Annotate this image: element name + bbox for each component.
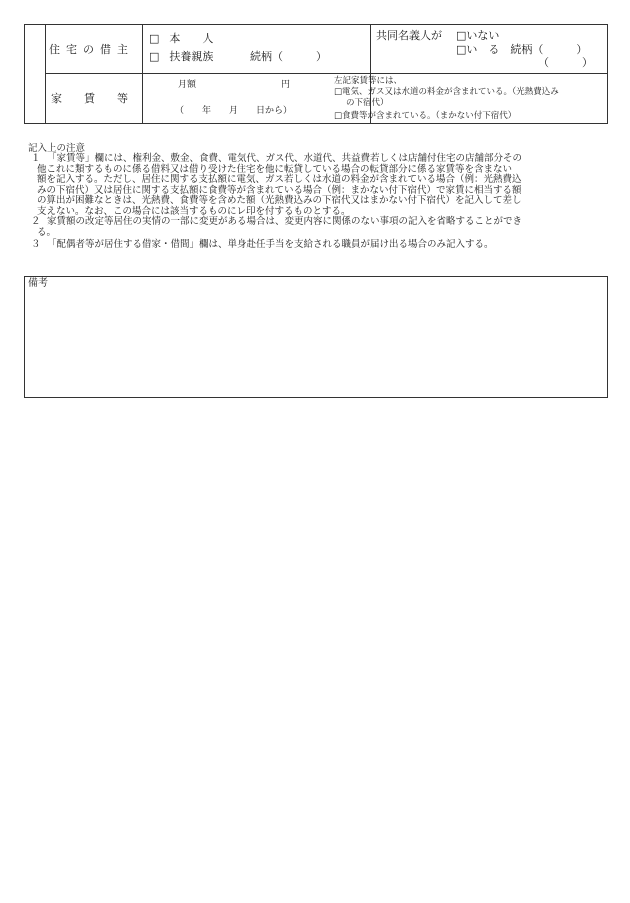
note-1-line: の算出が困難なときは、光熱費、食費等を含めた額（光熱費込みの下宿代又はまかない付下宿代）を記入して差し — [37, 195, 522, 206]
dependent-label: 扶養親族 — [169, 50, 214, 63]
note-1-line: 支えない。なお、この場合には該当するものにレ印を付するものとする。 — [37, 205, 351, 217]
note-1-line: 「家賃等」欄には、権利金、敷金、食費、電気代、ガス代、水道代、共益費若しくは店舗付住宅の店舗部分その — [47, 153, 523, 164]
remarks-box[interactable] — [24, 276, 608, 398]
relation-field[interactable]: 続柄（ ） — [250, 50, 327, 63]
table-border — [24, 24, 608, 124]
meals-included-option[interactable]: □食費等が含まれている。（まかない付下宿代） — [334, 111, 517, 121]
self-option — [149, 32, 213, 45]
rent-note-head: 左記家賃等には、 — [334, 76, 403, 86]
note-2-number: ２ — [31, 216, 41, 227]
co-owner-none-option[interactable]: □いない — [456, 29, 500, 42]
row-divider — [45, 73, 608, 74]
notes-title: 記入上の注意 — [28, 143, 86, 154]
note-2-line: る。 — [37, 226, 57, 238]
dependent-option — [149, 50, 213, 63]
note-1-line: 他これに類するものに係る借料又は借り受けた住宅を他に転貸している場合の転貸部分に係る家賃等を含まない — [37, 163, 513, 175]
note-3-number: ３ — [31, 239, 41, 250]
housing-table — [24, 24, 608, 124]
self-checkbox[interactable]: □ — [149, 32, 160, 45]
label-column-divider — [142, 24, 143, 124]
note-2-line: 家賃額の改定等居住の実情の一部に変更がある場合は、変更内容に関係のない事項の記入を省略することができ — [47, 216, 523, 227]
rent-label: 家 賃 等 — [51, 92, 128, 105]
yen-label: 円 — [281, 80, 291, 90]
co-owner-relation-2[interactable]: （ ） — [538, 56, 593, 69]
utilities-included-option[interactable]: □電気、ガス又は水道の料金が含まれている。（光熱費込み — [334, 87, 559, 97]
self-label: 本 人 — [169, 32, 214, 45]
borrower-label: 住宅の借主 — [49, 43, 134, 56]
co-owner-exists-option[interactable]: □い る 続柄（ ） — [456, 43, 588, 56]
monthly-label: 月額 — [178, 80, 197, 90]
note-3-line: 「配偶者等が居住する借家・借間」欄は、単身赴任手当を支給される職員が届け出る場合のみ記入する。 — [47, 239, 494, 250]
co-owner-label: 共同名義人が — [376, 29, 442, 42]
note-1-line: みの下宿代）又は居住に関する支払額に食費等が含まれている場合（例：まかない付下宿代）で家賃に相当する額 — [37, 184, 522, 196]
note-1-line: 額を記入する。ただし、居住に関する支払額に電気、ガス若しくは水道の料金が含まれている場合（例：光熱費込 — [37, 174, 522, 185]
utilities-included-note: の下宿代） — [346, 98, 389, 108]
from-date-field[interactable]: （ 年 月 日から） — [175, 106, 293, 116]
note-1-number: １ — [31, 153, 41, 164]
right-column-divider — [370, 24, 371, 124]
left-column-divider — [45, 24, 46, 124]
remarks-label: 備考 — [28, 278, 48, 289]
dependent-checkbox[interactable]: □ — [149, 50, 160, 63]
